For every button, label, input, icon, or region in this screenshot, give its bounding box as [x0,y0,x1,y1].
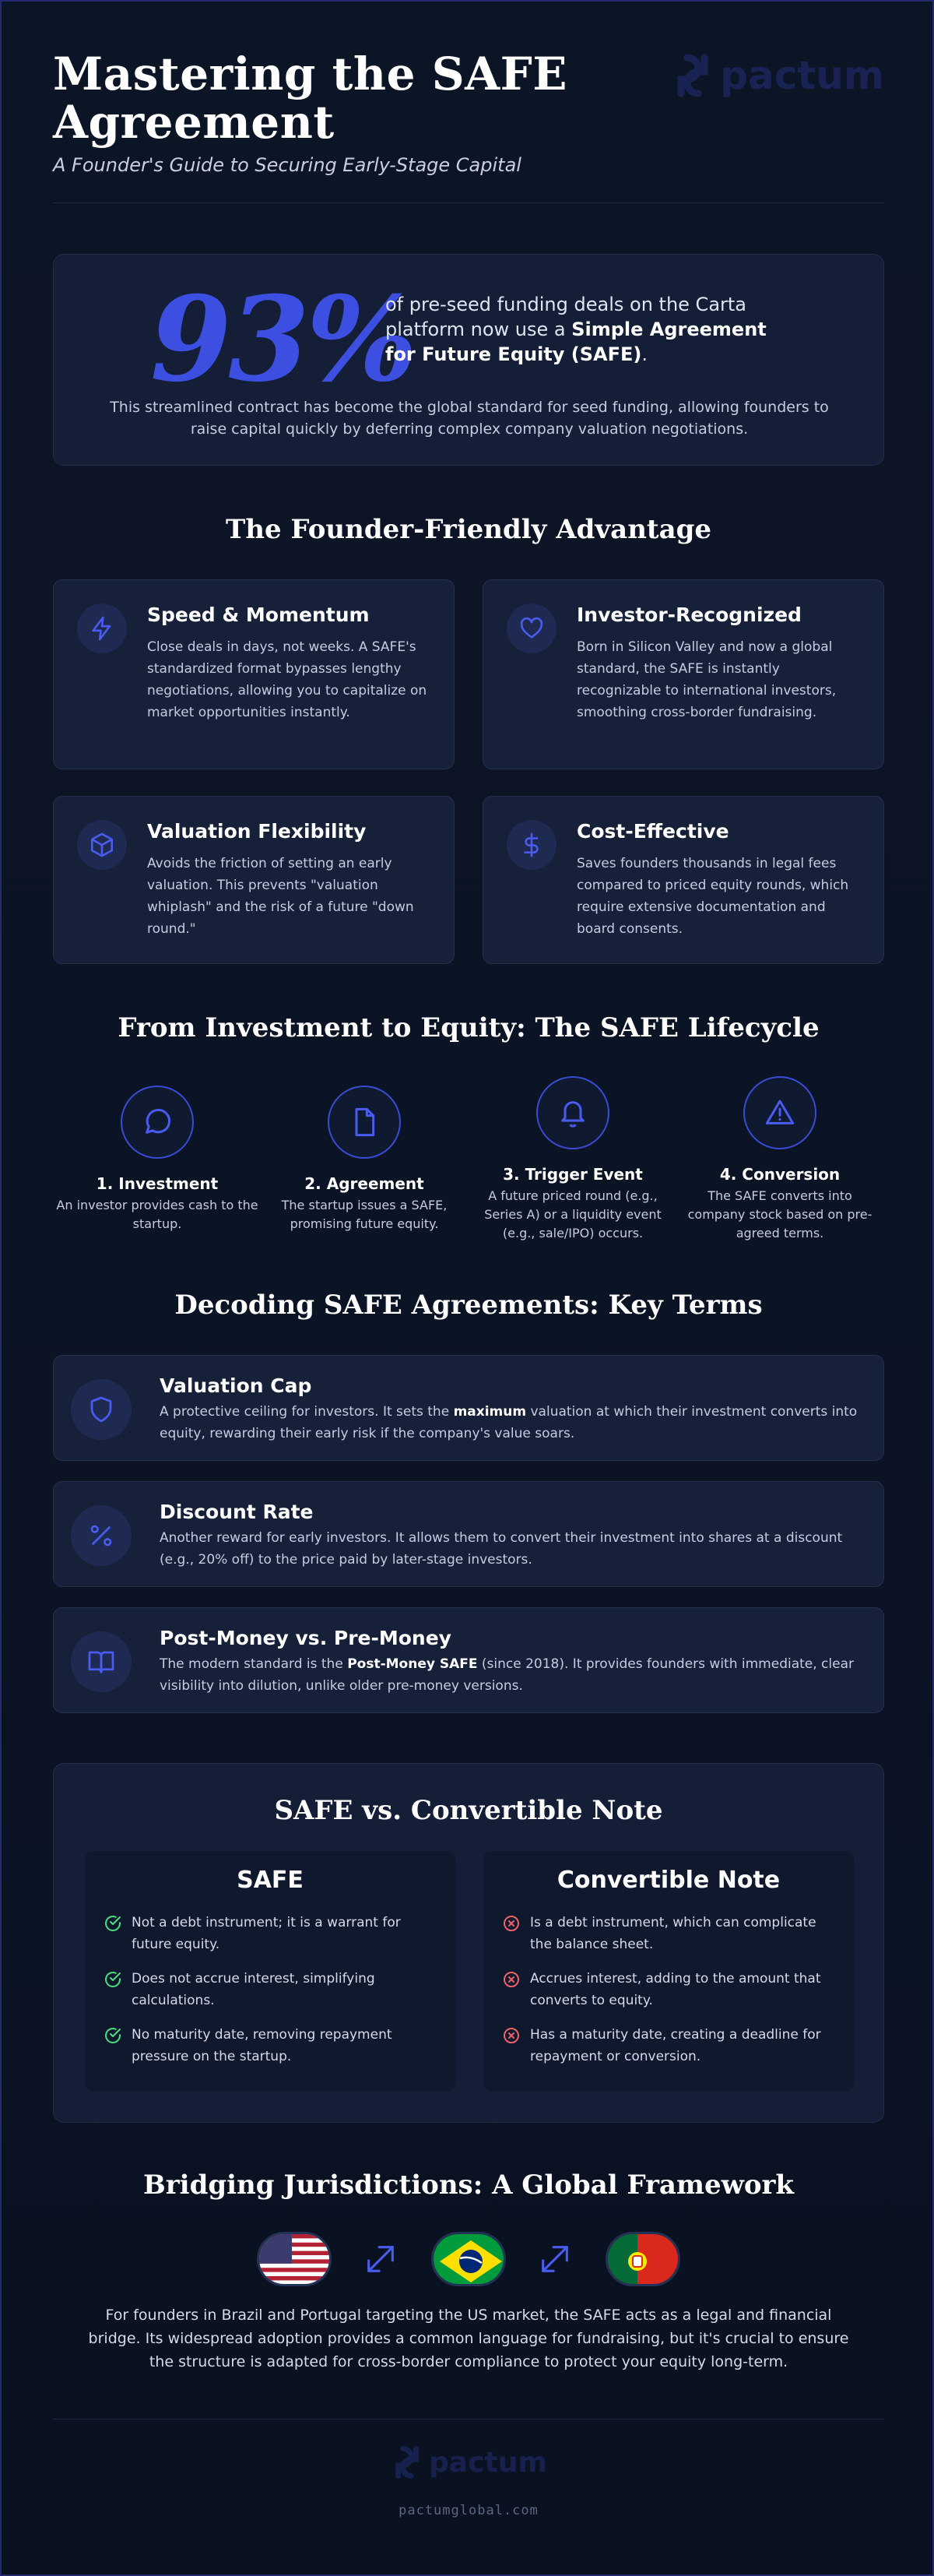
check-circle-icon [104,1968,127,2011]
advantage-title: Cost-Effective [577,820,729,843]
advantage-card-investor [483,579,884,769]
divider [53,202,884,203]
note-item-text: Has a maturity date, creating a deadline for repayment or conversion. [530,2027,821,2064]
term-valuation-cap [53,1355,884,1461]
stat-value: 93% [150,271,415,408]
portugal-flag [606,2232,680,2286]
stat-text [385,292,790,367]
brazil-flag [431,2232,506,2286]
advantage-card-speed [53,579,455,769]
safe-column-title: SAFE [237,1867,304,1894]
stat-description: This streamlined contract has become the global standard for seed funding, allowing founders to raise capital quickly by deferring complex company valuation negotiations. [110,399,829,438]
convertible-note-column [483,1851,854,2091]
note-item [502,1968,829,2011]
document-icon [328,1086,401,1159]
bridge-arrow-icon [537,2240,573,2279]
safe-item [104,1912,430,1955]
jurisdictions-heading: Bridging Jurisdictions: A Global Framework [143,2170,794,2201]
step-title: 1. Investment [96,1174,219,1193]
warning-triangle-icon [743,1076,816,1149]
advantage-text: Avoids the friction of setting an early valuation. This prevents "valuation whiplash" and the risk of a future "down round." [147,856,414,937]
term-text-part: The modern standard is the [160,1656,348,1672]
term-text-part: (since 2018). It provides founders with immediate, clear visibility into dilution, unlike older pre-money versions. [160,1656,854,1694]
lifecycle-heading: From Investment to Equity: The SAFE Lifecycle [118,1012,820,1043]
pactum-logo-icon [390,2444,424,2481]
term-text-bold: maximum [453,1404,527,1420]
comparison-panel [53,1763,884,2123]
stat-box [53,254,884,466]
header [53,50,884,176]
term-text [160,1653,860,1697]
safe-column [85,1851,455,2091]
pactum-logo-text: pactum [720,53,884,98]
title-line-1: Mastering the SAFE [53,48,567,100]
step-title: 3. Trigger Event [503,1165,643,1184]
term-text-part: valuation at which their investment converts into equity, rewarding their early risk if the company's value soars. [160,1404,858,1441]
jurisdictions-description: For founders in Brazil and Portugal targeting the US market, the SAFE acts as a legal and financial bridge. Its widespread adoption provides a common language for fundraising, but it's crucial to ensure the structure is adapted for cross-border compliance to protect your equity long-term. [88,2307,849,2370]
step-text: A future priced round (e.g., Series A) or a liquidity event (e.g., sale/IPO) occurs. [484,1188,662,1240]
percent-icon [71,1505,132,1566]
convertible-note-column-title: Convertible Note [557,1867,781,1894]
heart-icon [507,604,557,653]
safe-item-text: Not a debt instrument; it is a warrant for future equity. [132,1915,401,1952]
term-text: Another reward for early investors. It allows them to convert their investment into shares at a discount (e.g., 20% off) to the price paid by later-stage investors. [160,1530,843,1568]
term-text-bold: Post-Money SAFE [347,1656,478,1672]
stat-text-bold: Simple Agreement for Future Equity (SAFE) [385,318,767,365]
term-post-money [53,1607,884,1713]
cube-icon [77,820,127,870]
stat-text-part: of pre-seed funding deals on the Carta platform now use a [385,294,747,340]
step-title: 2. Agreement [304,1174,424,1193]
us-flag [257,2232,332,2286]
comparison-heading: SAFE vs. Convertible Note [274,1795,663,1826]
footer-url[interactable]: pactumglobal.com [399,2503,539,2518]
advantage-title: Investor-Recognized [577,604,802,626]
chat-bubble-icon [121,1086,194,1159]
note-item [502,2024,829,2067]
safe-item-text: No maturity date, removing repayment pressure on the startup. [132,2027,392,2064]
term-text-part: A protective ceiling for investors. It sets the [160,1404,454,1420]
note-item [502,1912,829,1955]
check-circle-icon [104,2024,127,2067]
term-text [160,1401,860,1445]
pactum-logo [670,51,884,100]
title-line-2: Agreement [53,96,335,149]
step-text: The startup issues a SAFE, promising future equity. [281,1198,448,1231]
x-circle-icon [502,2024,525,2067]
lifecycle-step-trigger [472,1076,674,1243]
footer-logo-text: pactum [429,2446,547,2479]
advantages-heading: The Founder-Friendly Advantage [225,514,712,545]
advantage-text: Saves founders thousands in legal fees compared to priced equity rounds, which require extensive documentation and board consents. [577,856,849,937]
safe-item [104,2024,430,2067]
dollar-icon [507,820,557,870]
lightning-icon [77,604,127,653]
advantage-text: Born in Silicon Valley and now a global standard, the SAFE is instantly recognizable to international investors, smoothing cross-border fundraising. [577,639,837,720]
advantage-card-valuation [53,796,455,964]
footer-logo [2,2444,934,2481]
book-icon [71,1631,132,1692]
term-discount-rate [53,1481,884,1587]
note-item-text: Is a debt instrument, which can complicate the balance sheet. [530,1915,816,1952]
shield-icon [71,1379,132,1440]
bell-icon [536,1076,609,1149]
stat-text-end: . [641,343,648,365]
bridge-arrow-icon [363,2240,399,2279]
lifecycle-step-conversion [679,1076,881,1243]
advantage-card-cost [483,796,884,964]
lifecycle-step-investment [56,1086,258,1233]
page-subtitle: A Founder's Guide to Securing Early-Stage Capital [53,154,521,176]
x-circle-icon [502,1968,525,2011]
advantage-title: Speed & Momentum [147,604,370,626]
terms-heading: Decoding SAFE Agreements: Key Terms [174,1290,763,1321]
term-title: Valuation Cap [160,1374,312,1397]
step-title: 4. Conversion [719,1165,841,1184]
pactum-logo-icon [670,51,715,100]
term-title: Post-Money vs. Pre-Money [160,1627,451,1649]
term-title: Discount Rate [160,1501,314,1523]
advantage-text: Close deals in days, not weeks. A SAFE's standardized format bypasses lengthy negotiations, allowing you to capitalize on market opportunities instantly. [147,639,427,720]
step-text: An investor provides cash to the startup. [56,1198,258,1231]
x-circle-icon [502,1912,525,1955]
note-item-text: Accrues interest, adding to the amount that converts to equity. [530,1971,821,2008]
flags-row [2,2232,934,2286]
safe-item-text: Does not accrue interest, simplifying calculations. [132,1971,375,2008]
check-circle-icon [104,1912,127,1955]
advantage-title: Valuation Flexibility [147,820,367,843]
lifecycle-step-agreement [263,1086,465,1233]
safe-item [104,1968,430,2011]
step-text: The SAFE converts into company stock based on pre-agreed terms. [687,1188,873,1240]
